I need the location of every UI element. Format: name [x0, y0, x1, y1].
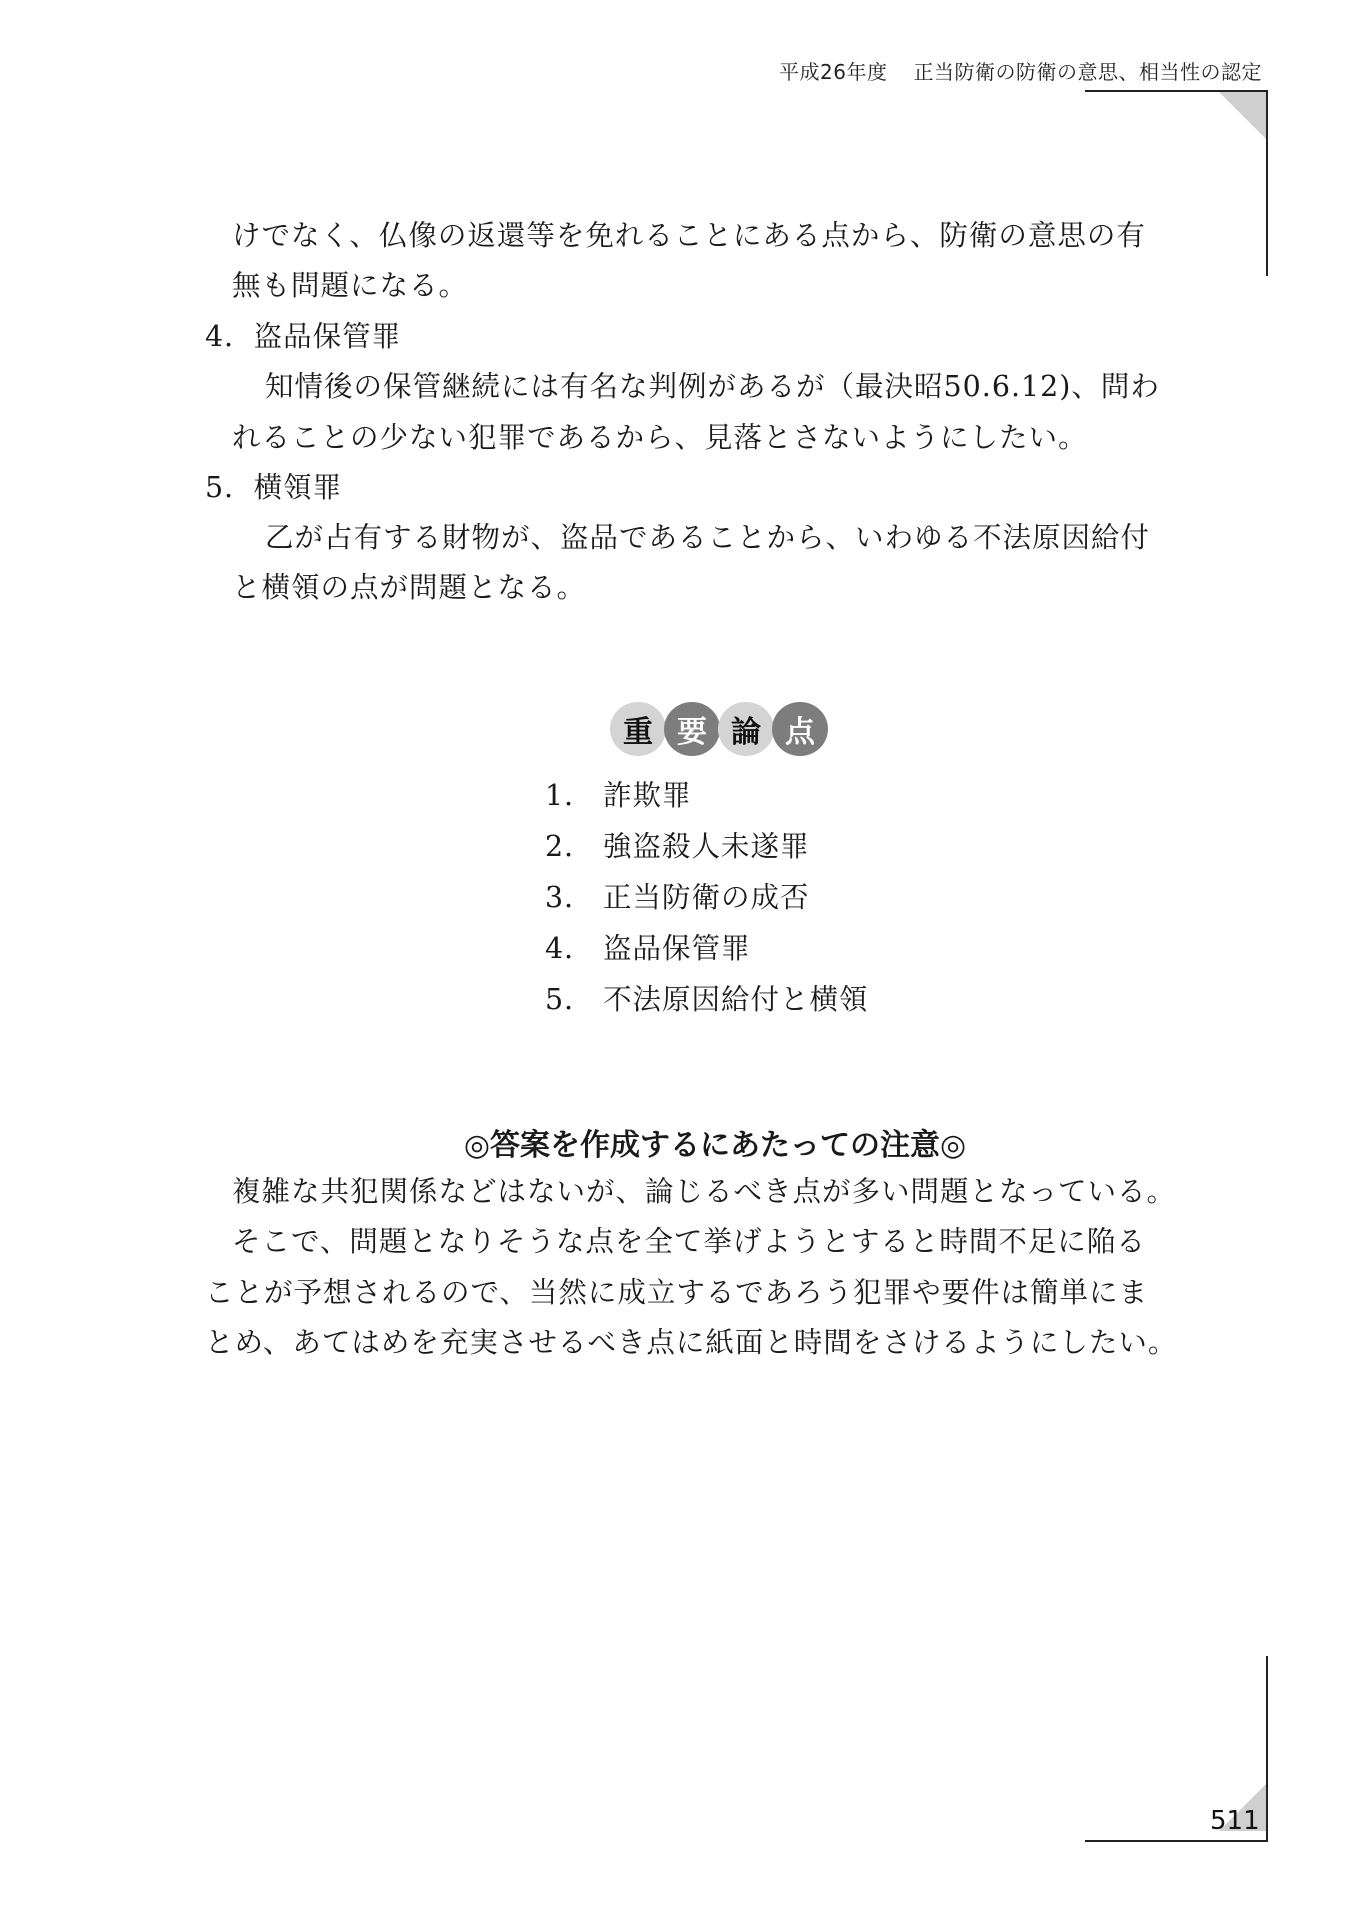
list-item-number: 2．	[545, 830, 594, 863]
list-item	[545, 974, 869, 1025]
list-item-text: 詐欺罪	[603, 779, 692, 812]
list-item-text: 強盗殺人未遂罪	[603, 830, 810, 863]
badge-char: 要	[664, 702, 720, 756]
section-title: 盗品保管罪	[253, 320, 402, 353]
key-points-list	[545, 770, 869, 1025]
list-item-number: 1．	[545, 779, 594, 812]
paragraph-line: 無も問題になる。	[232, 269, 469, 302]
list-item	[545, 821, 869, 872]
list-item	[545, 770, 869, 821]
key-points-badge	[610, 702, 826, 756]
paragraph-line: れることの少ない犯罪であるから、見落とさないようにしたい。	[232, 421, 1088, 454]
section-heading-5	[205, 468, 342, 508]
list-item-text: 不法原因給付と横領	[603, 983, 869, 1016]
paragraph-line: そこで、問題となりそうな点を全て挙げようとすると時間不足に陥る	[232, 1225, 1146, 1258]
paragraph-line: 複雑な共犯関係などはないが、論じるべき点が多い問題となっている。	[232, 1175, 1177, 1208]
footer-rule	[1085, 1840, 1268, 1842]
corner-mark-top	[1219, 92, 1266, 139]
list-item	[545, 923, 869, 974]
notes-title: ◎答案を作成するにあたっての注意◎	[463, 1128, 967, 1163]
list-item-number: 4．	[545, 932, 594, 965]
paragraph-line: 乙が占有する財物が、盗品であることから、いわゆる不法原因給付	[265, 521, 1151, 554]
badge-char: 重	[610, 702, 666, 756]
list-item-text: 盗品保管罪	[603, 932, 751, 965]
running-header	[779, 56, 1262, 85]
list-item-text: 正当防衛の成否	[603, 881, 810, 914]
paragraph-line: ことが予想されるので、当然に成立するであろう犯罪や要件は簡単にま	[205, 1276, 1149, 1309]
paragraph-line: と横領の点が問題となる。	[232, 571, 587, 604]
list-item-number: 3．	[545, 881, 594, 914]
footer-side-rule	[1266, 1656, 1268, 1842]
section-number: 5．	[205, 471, 254, 504]
section-heading-4	[205, 317, 401, 357]
paragraph-line: けでなく、仏像の返還等を免れることにある点から、防衛の意思の有	[232, 219, 1146, 252]
list-item-number: 5．	[545, 983, 594, 1016]
header-side-rule	[1266, 90, 1268, 276]
page-number: 511	[1210, 1806, 1260, 1836]
header-year: 平成26年度	[779, 60, 888, 84]
paragraph-line: とめ、あてはめを充実させるべき点に紙面と時間をさけるようにしたい。	[205, 1326, 1178, 1359]
section-title: 横領罪	[253, 471, 343, 504]
section-number: 4．	[205, 320, 254, 353]
header-title: 正当防衛の防衛の意思、相当性の認定	[913, 60, 1262, 84]
badge-char: 点	[772, 702, 828, 756]
badge-char: 論	[718, 702, 774, 756]
paragraph-line: 知情後の保管継続には有名な判例があるが（最決昭50.6.12)、問わ	[265, 370, 1160, 403]
list-item	[545, 872, 869, 923]
